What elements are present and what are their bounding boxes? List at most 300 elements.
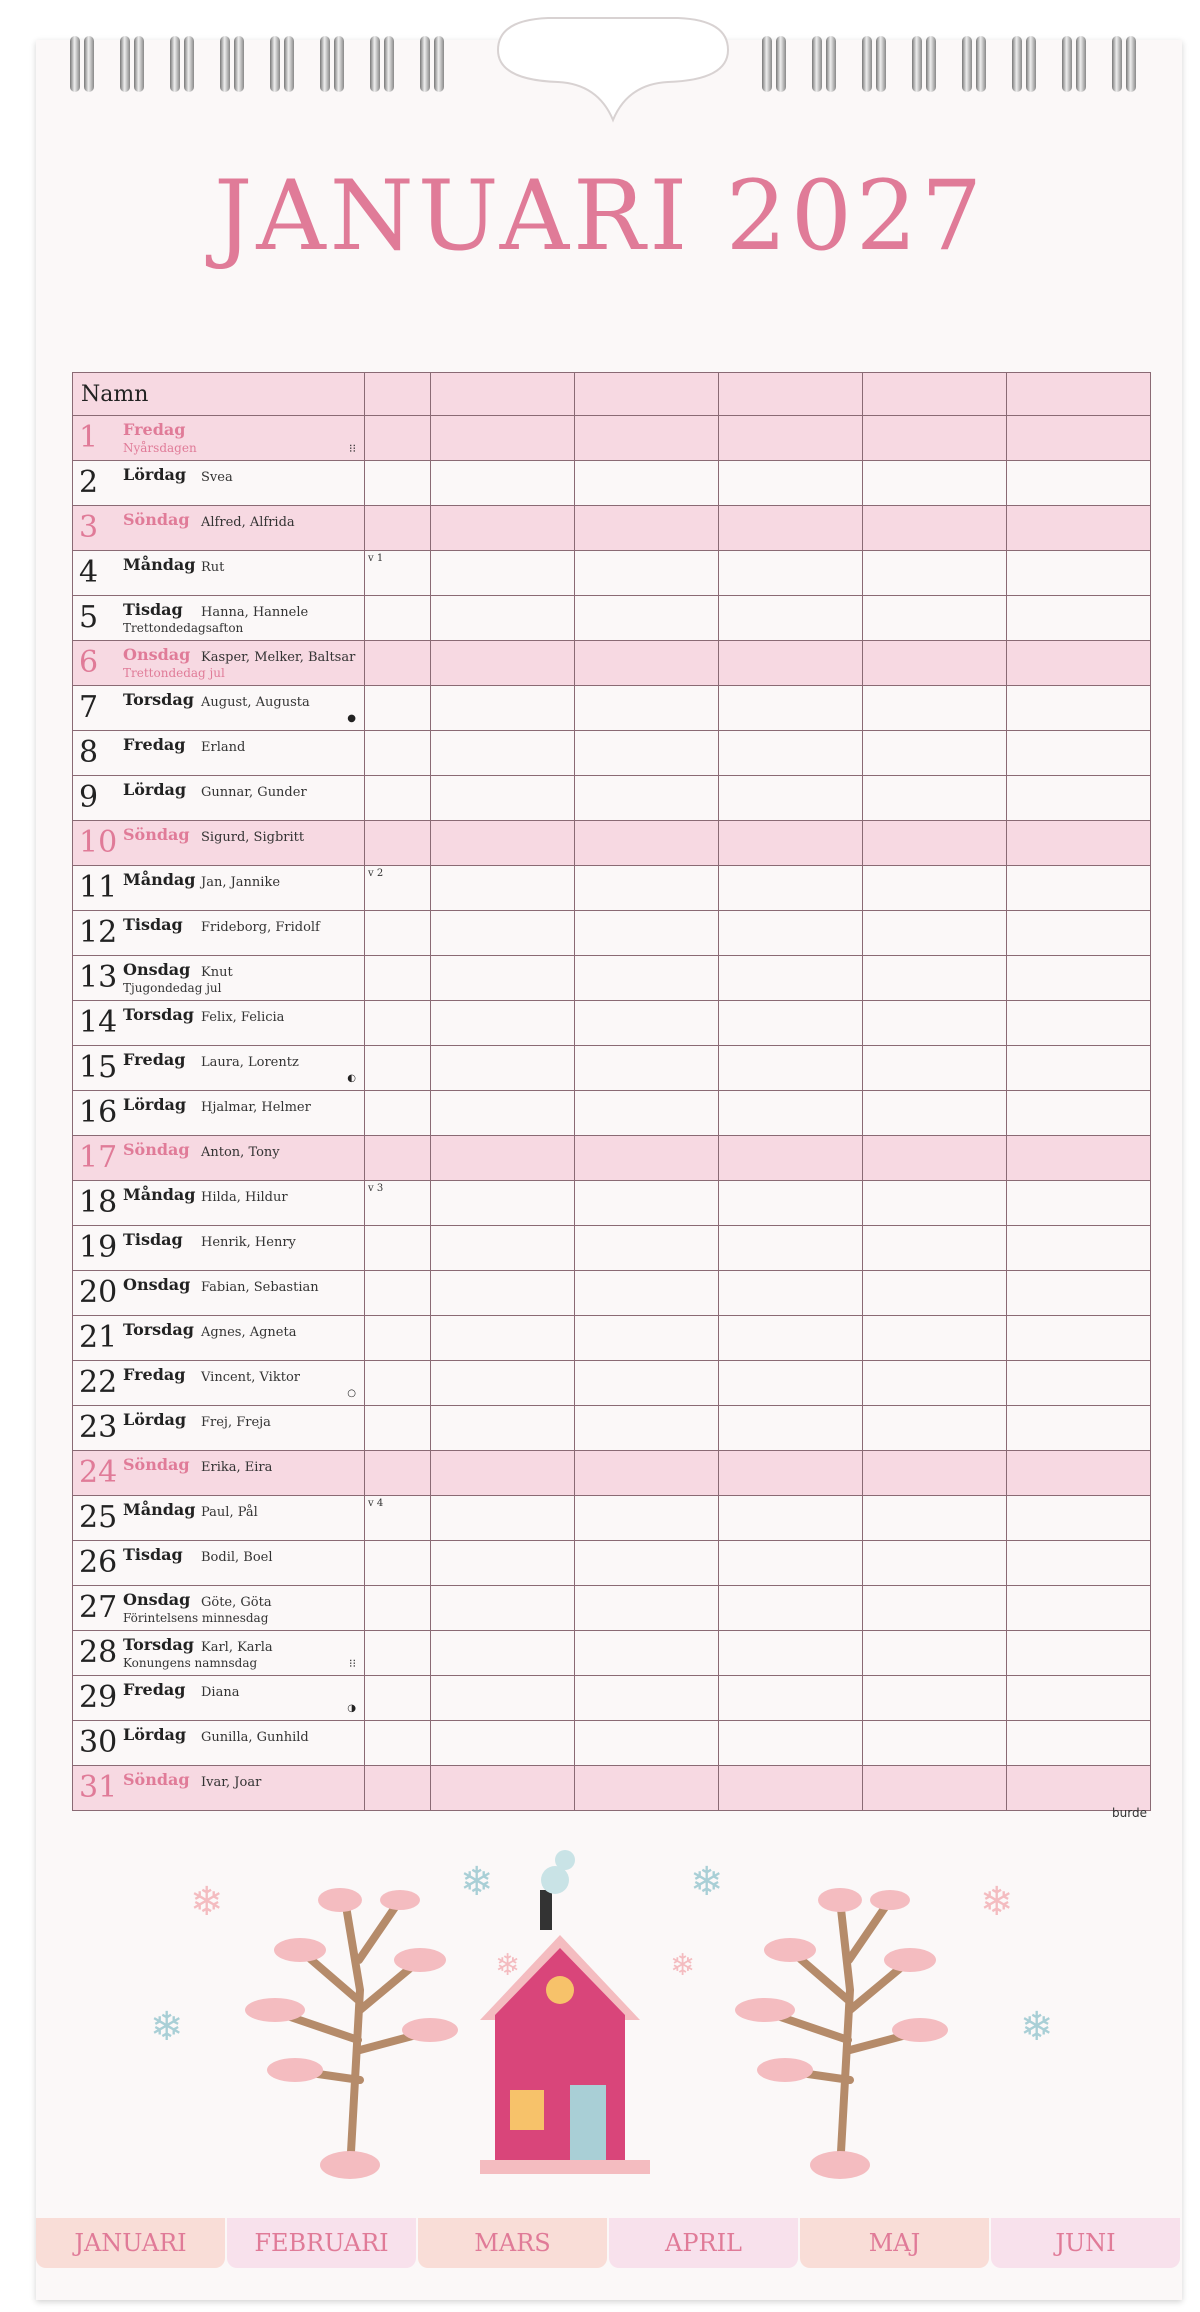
note-cell[interactable]: [431, 506, 575, 551]
header-row: [73, 373, 1151, 416]
note-cell[interactable]: [863, 776, 1007, 821]
note-cell[interactable]: [365, 1271, 431, 1316]
header-cell[interactable]: [575, 373, 719, 416]
month-tab-juni[interactable]: JUNI: [991, 2218, 1180, 2268]
name-days: Fabian, Sebastian: [201, 1280, 319, 1295]
svg-text:❄: ❄: [190, 1879, 224, 1925]
note-cell[interactable]: [365, 1001, 431, 1046]
note-cell[interactable]: [575, 1496, 719, 1541]
name-days: Kasper, Melker, Baltsar: [201, 650, 356, 665]
note-cell[interactable]: [575, 1766, 719, 1811]
note-cell[interactable]: [719, 1136, 863, 1181]
note-cell[interactable]: [1007, 1316, 1151, 1361]
note-cell[interactable]: [719, 1271, 863, 1316]
day-number: 26: [79, 1545, 118, 1580]
note-cell[interactable]: [1007, 686, 1151, 731]
note-cell[interactable]: [431, 461, 575, 506]
note-cell[interactable]: [575, 596, 719, 641]
name-days: Gunilla, Gunhild: [201, 1730, 309, 1745]
note-cell[interactable]: [719, 1586, 863, 1631]
note-cell[interactable]: [1007, 1226, 1151, 1271]
ring: [1062, 36, 1088, 94]
day-row: [73, 1496, 1151, 1541]
note-cell[interactable]: [863, 416, 1007, 461]
note-cell[interactable]: [1007, 1091, 1151, 1136]
note-cell[interactable]: [1007, 866, 1151, 911]
day-row: [73, 461, 1151, 506]
svg-text:❄: ❄: [1020, 2004, 1054, 2050]
note-cell[interactable]: [431, 1451, 575, 1496]
note-cell[interactable]: [719, 686, 863, 731]
note-cell[interactable]: [431, 1001, 575, 1046]
note-cell[interactable]: [1007, 1496, 1151, 1541]
note-cell[interactable]: [365, 731, 431, 776]
day-cell: [73, 1046, 365, 1091]
note-cell[interactable]: [863, 461, 1007, 506]
note-cell[interactable]: [365, 641, 431, 686]
note-cell[interactable]: [863, 1091, 1007, 1136]
note-cell[interactable]: [719, 1451, 863, 1496]
note-cell[interactable]: [863, 1496, 1007, 1541]
weekday-name: Måndag: [123, 555, 196, 574]
day-row: [73, 596, 1151, 641]
day-row: [73, 551, 1151, 596]
note-cell[interactable]: [1007, 1001, 1151, 1046]
name-days: Karl, Karla: [201, 1640, 273, 1655]
day-cell: [73, 1721, 365, 1766]
day-row: [73, 1676, 1151, 1721]
note-cell[interactable]: [863, 1361, 1007, 1406]
note-cell[interactable]: [365, 1451, 431, 1496]
note-cell[interactable]: [1007, 506, 1151, 551]
note-cell[interactable]: [575, 731, 719, 776]
note-cell[interactable]: [575, 551, 719, 596]
name-days: Henrik, Henry: [201, 1235, 296, 1250]
name-days: Hjalmar, Helmer: [201, 1100, 311, 1115]
note-cell[interactable]: [575, 1586, 719, 1631]
svg-text:❄: ❄: [150, 2004, 184, 2050]
note-cell[interactable]: [365, 1766, 431, 1811]
note-cell[interactable]: [863, 731, 1007, 776]
note-cell[interactable]: [863, 821, 1007, 866]
note-cell[interactable]: [431, 1631, 575, 1676]
note-cell[interactable]: [365, 1361, 431, 1406]
note-cell[interactable]: [719, 956, 863, 1001]
note-cell[interactable]: [575, 461, 719, 506]
note-cell[interactable]: [1007, 1271, 1151, 1316]
month-tab-januari[interactable]: JANUARI: [36, 2218, 225, 2268]
name-header-label: Namn: [81, 381, 149, 407]
note-cell[interactable]: [1007, 641, 1151, 686]
weekday-name: Söndag: [123, 1140, 190, 1159]
note-cell[interactable]: [719, 1766, 863, 1811]
note-cell[interactable]: [431, 1136, 575, 1181]
note-cell[interactable]: [431, 1496, 575, 1541]
weekday-name: Torsdag: [123, 1320, 194, 1339]
day-number: 19: [79, 1230, 118, 1265]
note-cell[interactable]: [365, 461, 431, 506]
note-cell[interactable]: [863, 1226, 1007, 1271]
note-cell[interactable]: [431, 1766, 575, 1811]
note-cell[interactable]: [575, 1181, 719, 1226]
note-cell[interactable]: [365, 686, 431, 731]
note-cell[interactable]: [719, 1316, 863, 1361]
day-row: [73, 686, 1151, 731]
note-cell[interactable]: [431, 1271, 575, 1316]
note-cell[interactable]: [719, 641, 863, 686]
note-cell[interactable]: [863, 1136, 1007, 1181]
note-cell[interactable]: [1007, 821, 1151, 866]
day-cell: [73, 911, 365, 956]
note-cell[interactable]: [365, 1586, 431, 1631]
note-cell[interactable]: [863, 1406, 1007, 1451]
month-tab-maj[interactable]: MAJ: [800, 2218, 989, 2268]
day-row: [73, 1046, 1151, 1091]
tree-left: [245, 1888, 458, 2179]
note-cell[interactable]: [863, 641, 1007, 686]
note-cell[interactable]: [1007, 1586, 1151, 1631]
note-cell[interactable]: [719, 596, 863, 641]
note-cell[interactable]: [719, 911, 863, 956]
note-cell[interactable]: [1007, 776, 1151, 821]
weekday-name: Söndag: [123, 825, 190, 844]
note-cell[interactable]: [719, 1361, 863, 1406]
note-cell[interactable]: [575, 821, 719, 866]
day-number: 29: [79, 1680, 118, 1715]
note-cell[interactable]: [863, 1631, 1007, 1676]
day-row: [73, 1361, 1151, 1406]
house: [480, 1850, 650, 2174]
day-cell: [73, 1091, 365, 1136]
new-moon-icon: ●: [347, 713, 356, 724]
note-cell[interactable]: [575, 1541, 719, 1586]
note-cell[interactable]: [431, 1406, 575, 1451]
note-cell[interactable]: [719, 1046, 863, 1091]
name-days: Erika, Eira: [201, 1460, 273, 1475]
note-cell[interactable]: [365, 1721, 431, 1766]
note-cell[interactable]: [863, 506, 1007, 551]
weekday-name: Torsdag: [123, 1635, 194, 1654]
ring: [170, 36, 196, 94]
weekday-name: Söndag: [123, 1770, 190, 1789]
note-cell[interactable]: [431, 1541, 575, 1586]
note-cell[interactable]: [575, 866, 719, 911]
header-cell[interactable]: [719, 373, 863, 416]
ring: [120, 36, 146, 94]
day-cell: [73, 461, 365, 506]
weekday-name: Söndag: [123, 1455, 190, 1474]
day-row: [73, 776, 1151, 821]
note-cell[interactable]: [863, 1001, 1007, 1046]
note-cell[interactable]: [1007, 461, 1151, 506]
note-cell[interactable]: [1007, 416, 1151, 461]
name-days: Svea: [201, 470, 233, 485]
note-cell[interactable]: [719, 416, 863, 461]
weekday-name: Tisdag: [123, 915, 183, 934]
day-cell: [73, 1631, 365, 1676]
note-cell[interactable]: [1007, 1541, 1151, 1586]
note-cell[interactable]: [719, 866, 863, 911]
note-cell[interactable]: [365, 1316, 431, 1361]
ring: [762, 36, 788, 94]
name-days: Bodil, Boel: [201, 1550, 273, 1565]
day-number: 3: [79, 510, 99, 545]
note-cell[interactable]: [365, 596, 431, 641]
weekday-name: Fredag: [123, 1680, 186, 1699]
note-cell[interactable]: [1007, 956, 1151, 1001]
note-cell[interactable]: [863, 686, 1007, 731]
day-cell: [73, 596, 365, 641]
note-cell[interactable]: [863, 1316, 1007, 1361]
full-moon-icon: ○: [347, 1388, 356, 1399]
ring: [962, 36, 988, 94]
note-cell[interactable]: [431, 1091, 575, 1136]
note-cell[interactable]: [863, 956, 1007, 1001]
note-cell[interactable]: [863, 1046, 1007, 1091]
header-cell[interactable]: [863, 373, 1007, 416]
note-cell[interactable]: [1007, 911, 1151, 956]
note-cell[interactable]: [575, 1631, 719, 1676]
name-days: Felix, Felicia: [201, 1010, 285, 1025]
note-cell[interactable]: [431, 866, 575, 911]
note-cell[interactable]: [575, 1001, 719, 1046]
note-cell[interactable]: [1007, 731, 1151, 776]
note-cell[interactable]: [863, 1451, 1007, 1496]
note-cell[interactable]: [575, 1046, 719, 1091]
day-cell: [73, 1316, 365, 1361]
weekday-name: Måndag: [123, 1500, 196, 1519]
note-cell[interactable]: [1007, 1631, 1151, 1676]
note-cell[interactable]: [575, 1136, 719, 1181]
note-cell[interactable]: [1007, 1676, 1151, 1721]
ring: [862, 36, 888, 94]
note-cell[interactable]: [365, 776, 431, 821]
ring: [220, 36, 246, 94]
note-cell[interactable]: [719, 821, 863, 866]
name-days: Ivar, Joar: [201, 1775, 262, 1790]
weekday-name: Lördag: [123, 465, 187, 484]
note-cell[interactable]: [365, 866, 431, 911]
day-number: 7: [79, 690, 99, 725]
note-cell[interactable]: [575, 1451, 719, 1496]
note-cell[interactable]: [365, 911, 431, 956]
weekday-name: Onsdag: [123, 1275, 191, 1294]
note-cell[interactable]: [431, 911, 575, 956]
note-cell[interactable]: [719, 461, 863, 506]
ring: [370, 36, 396, 94]
note-cell[interactable]: [1007, 1406, 1151, 1451]
name-days: Jan, Jannike: [201, 875, 281, 890]
note-cell[interactable]: [863, 1181, 1007, 1226]
note-cell[interactable]: [575, 1361, 719, 1406]
note-cell[interactable]: [431, 686, 575, 731]
note-cell[interactable]: [1007, 1721, 1151, 1766]
note-cell[interactable]: [719, 776, 863, 821]
note-cell[interactable]: [365, 1676, 431, 1721]
note-cell[interactable]: [719, 1001, 863, 1046]
note-cell[interactable]: [431, 596, 575, 641]
day-row: [73, 1541, 1151, 1586]
note-cell[interactable]: [365, 1226, 431, 1271]
note-cell[interactable]: [365, 551, 431, 596]
note-cell[interactable]: [575, 776, 719, 821]
note-cell[interactable]: [365, 1541, 431, 1586]
note-cell[interactable]: [1007, 596, 1151, 641]
note-cell[interactable]: [863, 596, 1007, 641]
month-tab-april[interactable]: APRIL: [609, 2218, 798, 2268]
name-days: Vincent, Viktor: [201, 1370, 300, 1385]
note-cell[interactable]: [365, 1406, 431, 1451]
note-cell[interactable]: [719, 1676, 863, 1721]
note-cell[interactable]: [863, 1541, 1007, 1586]
note-cell[interactable]: [719, 731, 863, 776]
note-cell[interactable]: [365, 821, 431, 866]
note-cell[interactable]: [365, 506, 431, 551]
note-cell[interactable]: [719, 1406, 863, 1451]
note-cell[interactable]: [575, 1406, 719, 1451]
note-cell[interactable]: [575, 1316, 719, 1361]
note-cell[interactable]: [1007, 1361, 1151, 1406]
note-cell[interactable]: [1007, 1046, 1151, 1091]
note-cell[interactable]: [863, 866, 1007, 911]
note-cell[interactable]: [575, 1676, 719, 1721]
note-cell[interactable]: [431, 1676, 575, 1721]
note-cell[interactable]: [719, 1181, 863, 1226]
note-cell[interactable]: [719, 506, 863, 551]
note-cell[interactable]: [431, 1046, 575, 1091]
note-cell[interactable]: [365, 1091, 431, 1136]
note-cell[interactable]: [719, 551, 863, 596]
note-cell[interactable]: [719, 1721, 863, 1766]
day-number: 24: [79, 1455, 118, 1490]
note-cell[interactable]: [365, 1046, 431, 1091]
note-cell[interactable]: [719, 1496, 863, 1541]
note-cell[interactable]: [431, 1226, 575, 1271]
day-number: 17: [79, 1140, 118, 1175]
note-cell[interactable]: [365, 1496, 431, 1541]
weekday-name: Fredag: [123, 1365, 186, 1384]
day-row: [73, 731, 1151, 776]
note-cell[interactable]: [575, 956, 719, 1001]
note-cell[interactable]: [575, 911, 719, 956]
day-row: [73, 1766, 1151, 1811]
name-days: Rut: [201, 560, 225, 575]
week-number: v 3: [368, 1183, 384, 1194]
note-cell[interactable]: [365, 416, 431, 461]
day-number: 9: [79, 780, 99, 815]
holiday-note: Nyårsdagen: [123, 441, 197, 455]
header-cell[interactable]: [1007, 373, 1151, 416]
note-cell[interactable]: [575, 1271, 719, 1316]
note-cell[interactable]: [719, 1541, 863, 1586]
note-cell[interactable]: [575, 506, 719, 551]
note-cell[interactable]: [863, 1586, 1007, 1631]
name-days: Agnes, Agneta: [201, 1325, 297, 1340]
note-cell[interactable]: [431, 416, 575, 461]
day-row: [73, 1091, 1151, 1136]
note-cell[interactable]: [1007, 551, 1151, 596]
ring: [320, 36, 346, 94]
note-cell[interactable]: [365, 1136, 431, 1181]
ring: [70, 36, 96, 94]
note-cell[interactable]: [575, 1091, 719, 1136]
weekday-name: Måndag: [123, 870, 196, 889]
day-cell: [73, 956, 365, 1001]
note-cell[interactable]: [719, 1631, 863, 1676]
header-cell[interactable]: [365, 373, 431, 416]
day-row: [73, 506, 1151, 551]
note-cell[interactable]: [863, 1721, 1007, 1766]
note-cell[interactable]: [719, 1091, 863, 1136]
note-cell[interactable]: [1007, 1451, 1151, 1496]
brand-label: burde: [1112, 1806, 1147, 1820]
note-cell[interactable]: [575, 416, 719, 461]
month-tab-februari[interactable]: FEBRUARI: [227, 2218, 416, 2268]
note-cell[interactable]: [431, 1316, 575, 1361]
note-cell[interactable]: [365, 1181, 431, 1226]
note-cell[interactable]: [431, 731, 575, 776]
day-cell: [73, 1541, 365, 1586]
note-cell[interactable]: [1007, 1766, 1151, 1811]
svg-text:❄: ❄: [980, 1879, 1014, 1925]
note-cell[interactable]: [863, 911, 1007, 956]
note-cell[interactable]: [1007, 1136, 1151, 1181]
note-cell[interactable]: [431, 1361, 575, 1406]
note-cell[interactable]: [431, 1181, 575, 1226]
note-cell[interactable]: [863, 1766, 1007, 1811]
name-days: Paul, Pål: [201, 1505, 258, 1520]
day-number: 12: [79, 915, 118, 950]
note-cell[interactable]: [863, 1271, 1007, 1316]
note-cell[interactable]: [431, 776, 575, 821]
note-cell[interactable]: [431, 1721, 575, 1766]
month-tab-mars[interactable]: MARS: [418, 2218, 607, 2268]
name-days: August, Augusta: [201, 695, 310, 710]
note-cell[interactable]: [431, 956, 575, 1001]
holiday-note: Trettondedag jul: [123, 666, 225, 680]
note-cell[interactable]: [863, 551, 1007, 596]
note-cell[interactable]: [431, 1586, 575, 1631]
note-cell[interactable]: [431, 821, 575, 866]
day-number: 25: [79, 1500, 118, 1535]
day-row: [73, 1721, 1151, 1766]
note-cell[interactable]: [431, 641, 575, 686]
weekday-name: Onsdag: [123, 1590, 191, 1609]
note-cell[interactable]: [365, 956, 431, 1001]
weekday-name: Tisdag: [123, 600, 183, 619]
ring: [420, 36, 446, 94]
weekday-name: Söndag: [123, 510, 190, 529]
header-cell[interactable]: [431, 373, 575, 416]
day-cell: [73, 1001, 365, 1046]
day-cell: [73, 1406, 365, 1451]
note-cell[interactable]: [575, 686, 719, 731]
note-cell[interactable]: [431, 551, 575, 596]
note-cell[interactable]: [575, 1226, 719, 1271]
day-cell: [73, 1766, 365, 1811]
weekday-name: Måndag: [123, 1185, 196, 1204]
note-cell[interactable]: [575, 1721, 719, 1766]
note-cell[interactable]: [719, 1226, 863, 1271]
note-cell[interactable]: [365, 1631, 431, 1676]
day-row: [73, 1451, 1151, 1496]
month-title: JANUARI 2027: [213, 160, 987, 272]
note-cell[interactable]: [575, 641, 719, 686]
holiday-note: Förintelsens minnesdag: [123, 1611, 269, 1625]
note-cell[interactable]: [1007, 1181, 1151, 1226]
month-tabs: [36, 2218, 1182, 2268]
note-cell[interactable]: [863, 1676, 1007, 1721]
